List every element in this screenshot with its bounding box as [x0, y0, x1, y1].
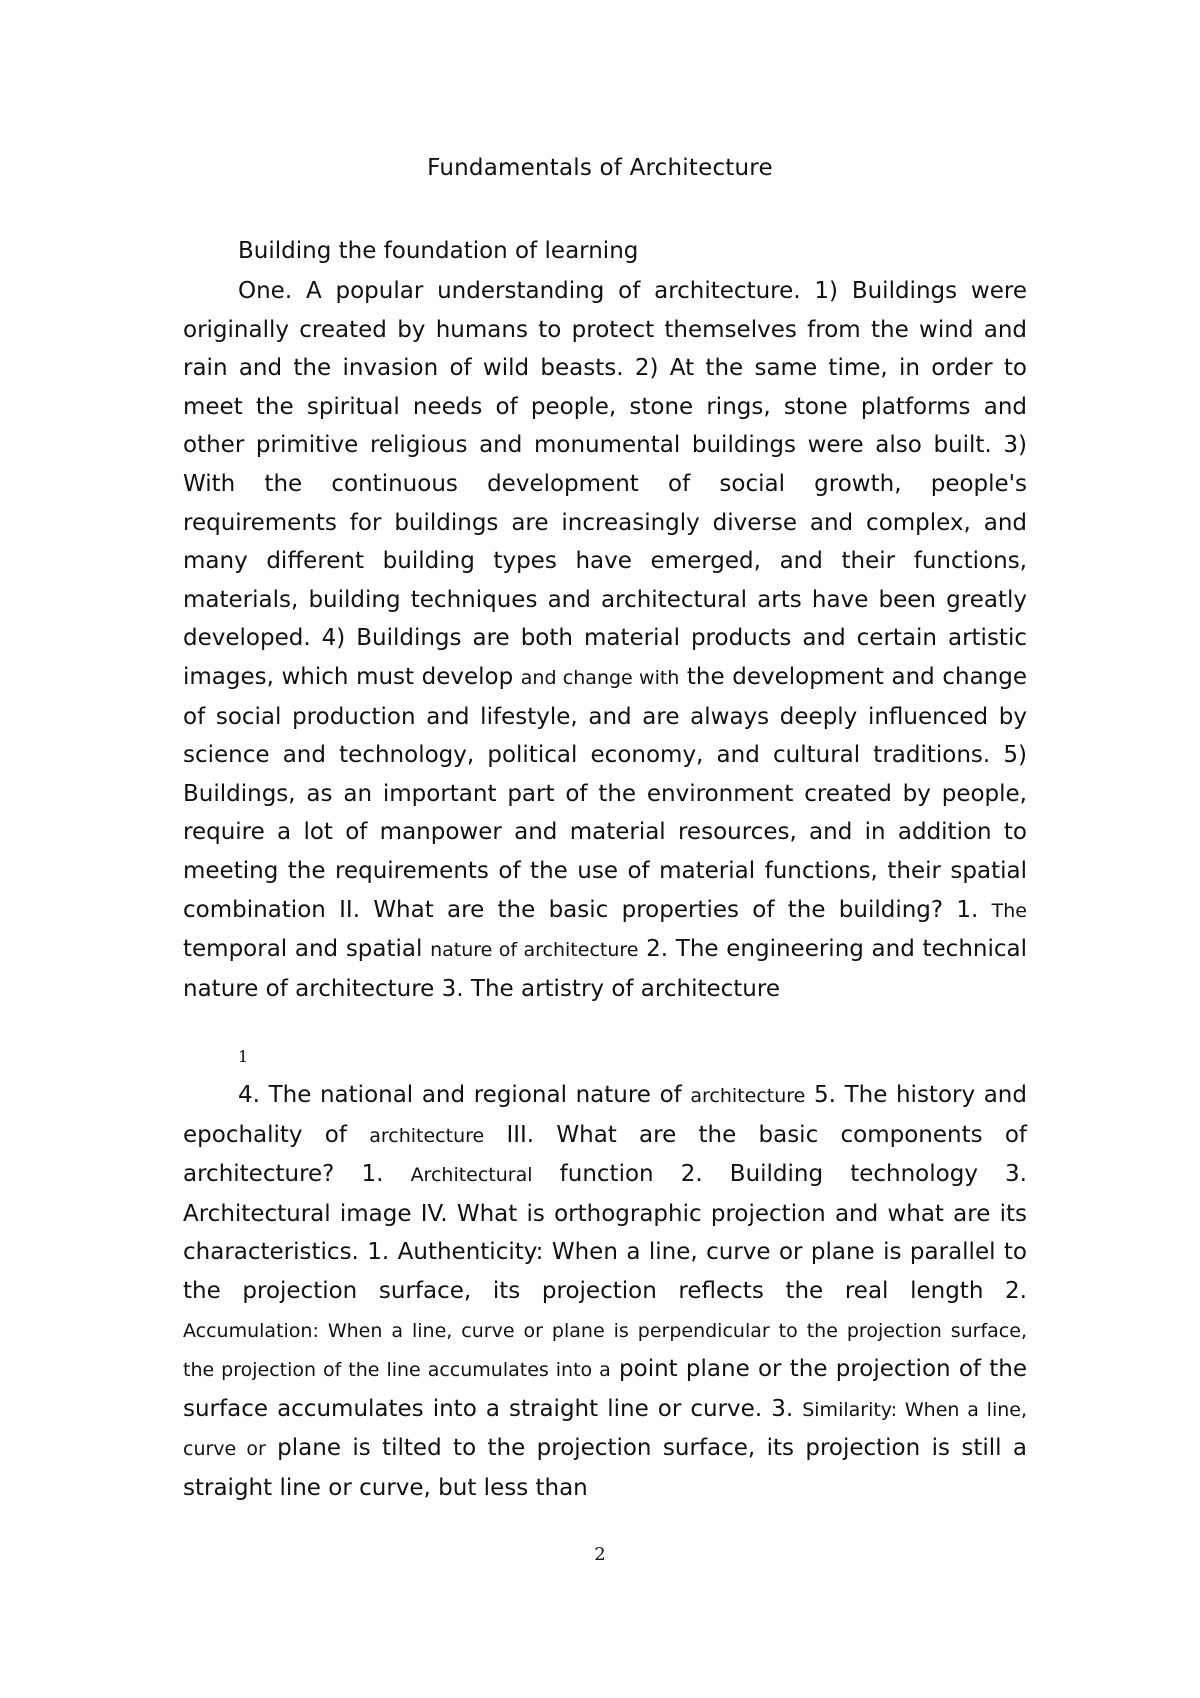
paragraph-2-text-f: plane is tilted to the projection surface, its projection is still a straight line or curve, but less than [183, 1435, 1027, 1501]
paragraph-2-text-b: 5. The history and epochality of [183, 1082, 1027, 1148]
paragraph-1-text-c: temporal and spatial [183, 936, 431, 963]
document-title: Fundamentals of Architecture [427, 155, 773, 181]
paragraph-2-small-text-b: architecture [369, 1124, 485, 1147]
paragraph-2-text-c: III. What are the basic components of architecture? 1. [183, 1121, 1027, 1188]
paragraph-2-text-d: function 2. Building technology 3. Architectural image IV. What is orthographic projection and what are its characteristics. 1. Authenticity: When a line, curve or plane is parallel to the projection surface, its projection reflects the real length 2. [183, 1161, 1027, 1304]
document-subtitle: Building the foundation of learning [238, 238, 639, 264]
footnote-marker: 1 [238, 1047, 249, 1066]
paragraph-1-text-b: the development and change of social production and lifestyle, and are always deeply influenced by science and technology, political economy, and cultural traditions. 5) Buildings, as an important part of the environment created by people, require a lot of manpower and material resources, and in addition to meeting the requirements of the use of material functions, their spatial combination II. What are the basic properties of the building? 1. [183, 663, 1027, 923]
paragraph-1-small-text-c: nature of architecture [430, 939, 639, 962]
paragraph-2-text-e: point plane or the projection of the surface accumulates into a straight line or curve. 3. [183, 1356, 1027, 1422]
paragraph-1-small-text-a: and change with [520, 666, 680, 689]
paragraph-1-small-text-b: The [991, 899, 1027, 922]
paragraph-2-small-text-d: Accumulation: When a line, curve or plane is perpendicular to the projection surface, the projection of the line accumulates into a [183, 1319, 1027, 1382]
body-paragraph-1 [183, 272, 1027, 1008]
body-paragraph-2 [183, 1076, 1027, 1508]
page-number: 2 [594, 1544, 606, 1565]
paragraph-2-small-text-c: Architectural [410, 1164, 533, 1187]
paragraph-2-small-text-a: architecture [690, 1085, 806, 1107]
paragraph-2-small-text-e: Similarity: When a line, curve or [183, 1398, 1027, 1461]
paragraph-1-text-d: 2. The engineering and technical nature of architecture 3. The artistry of architecture [183, 936, 1027, 1002]
paragraph-1-text-a: One. A popular understanding of architecture. 1) Buildings were originally created by humans to protect themselves from the wind and rain and the invasion of wild beasts. 2) At the same time, in order to meet the spiritual needs of people, stone rings, stone platforms and other primitive religious and monumental buildings were also built. 3) With the continuous development of social growth, people's requirements for buildings are increasingly diverse and complex, and many different building types have emerged, and their functions, materials, building techniques and architectural arts have been greatly developed. 4) Buildings are both material products and certain artistic images, which must develop [183, 278, 1027, 690]
paragraph-2-text-a: 4. The national and regional nature of [238, 1082, 691, 1108]
